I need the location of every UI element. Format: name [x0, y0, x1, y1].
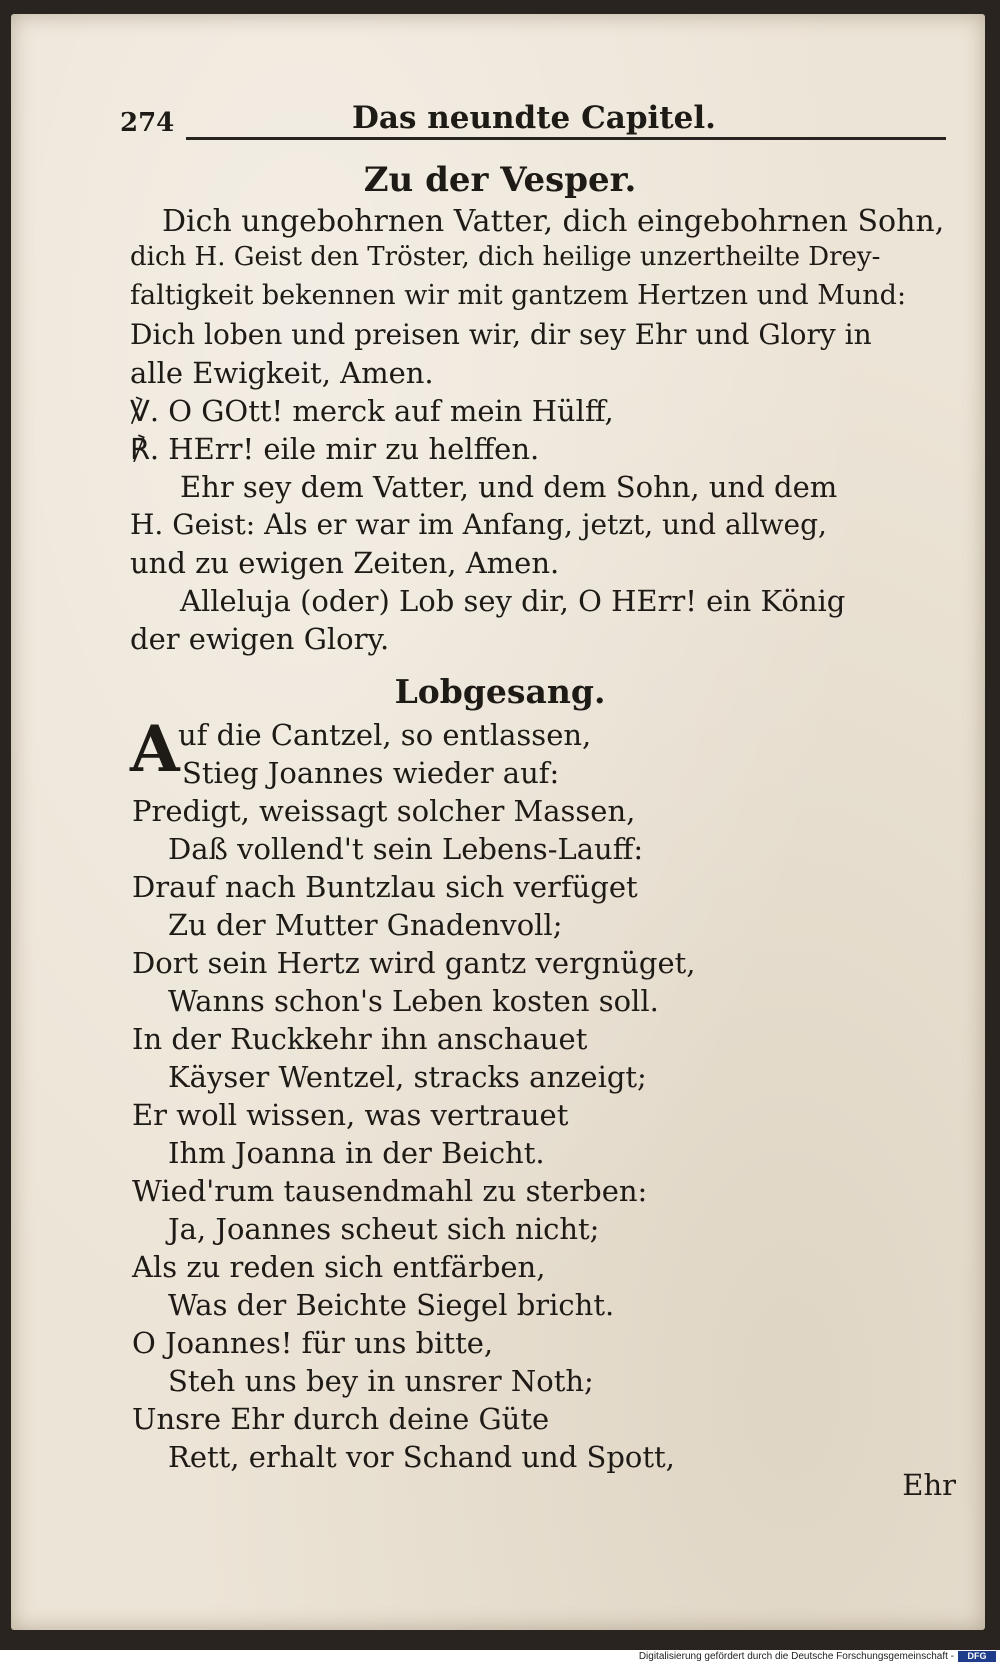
hymn-line: Ja, Joannes scheut sich nicht; [168, 1212, 600, 1246]
vesper-line: H. Geist: Als er war im Anfang, jetzt, und allweg, [130, 508, 827, 541]
hymn-line: Rett, erhalt vor Schand und Spott, [168, 1440, 675, 1474]
hymn-line: In der Ruckkehr ihn anschauet [132, 1022, 588, 1056]
hymn-line: Stieg Joannes wieder auf: [182, 756, 560, 790]
funding-credit: Digitalisierung gefördert durch die Deutsche Forschungsgemeinschaft - [638, 1651, 954, 1662]
hymn-line: Predigt, weissagt solcher Massen, [132, 794, 636, 828]
vesper-line: Ehr sey dem Vatter, und dem Sohn, und dem [180, 470, 838, 504]
vesper-line: faltigkeit bekennen wir mit gantzem Hertzen und Mund: [130, 280, 907, 311]
hymn-line: Wied'rum tausendmahl zu sterben: [132, 1174, 648, 1208]
digitization-footer [0, 1650, 1000, 1663]
hymn-line: Daß vollend't sein Lebens-Lauff: [168, 832, 644, 866]
drop-cap-initial: A [130, 712, 180, 787]
hymn-line: Käyser Wentzel, stracks anzeigt; [168, 1060, 647, 1094]
catchword: Ehr [902, 1468, 956, 1502]
hymn-line: Dort sein Hertz wird gantz vergnüget, [132, 946, 696, 980]
hymn-line: O Joannes! für uns bitte, [132, 1326, 494, 1360]
header-rule [186, 137, 946, 140]
section-title-vesper: Zu der Vesper. [363, 160, 637, 200]
versicle-line: ℣. O GOtt! merck auf mein Hülff, [130, 394, 614, 428]
vesper-line: der ewigen Glory. [130, 622, 390, 656]
running-head [120, 96, 950, 140]
vesper-line: Dich loben und preisen wir, dir sey Ehr und Glory in [130, 318, 872, 351]
hymn-line: uf die Cantzel, so entlassen, [178, 718, 592, 752]
hymn-line: Wanns schon's Leben kosten soll. [168, 984, 659, 1018]
vesper-line: Dich ungebohrnen Vatter, dich eingebohrnen Sohn, [162, 204, 945, 239]
hymn-line: Unsre Ehr durch deine Güte [132, 1402, 550, 1436]
vesper-line: alle Ewigkeit, Amen. [130, 356, 434, 390]
response-line: ℟. HErr! eile mir zu helffen. [130, 432, 540, 466]
dfg-logo-icon: DFG [958, 1651, 996, 1662]
hymn-line: Als zu reden sich entfärben, [132, 1250, 546, 1284]
hymn-line: Drauf nach Buntzlau sich verfüget [132, 870, 638, 904]
hymn-line: Er woll wissen, was vertrauet [132, 1098, 569, 1132]
vesper-line: Alleluja (oder) Lob sey dir, O HErr! ein König [180, 584, 846, 618]
section-title-hymn: Lobgesang. [394, 672, 606, 711]
hymn-line: Was der Beichte Siegel bricht. [168, 1288, 615, 1322]
vesper-line: und zu ewigen Zeiten, Amen. [130, 546, 560, 580]
page-number: 274 [120, 108, 175, 138]
hymn-line: Zu der Mutter Gnadenvoll; [168, 908, 563, 942]
hymn-line: Steh uns bey in unsrer Noth; [168, 1364, 594, 1398]
hymn-line: Ihm Joanna in der Beicht. [168, 1136, 545, 1170]
vesper-line: dich H. Geist den Tröster, dich heilige unzertheilte Drey- [130, 242, 881, 272]
chapter-title: Das neundte Capitel. [352, 100, 716, 136]
